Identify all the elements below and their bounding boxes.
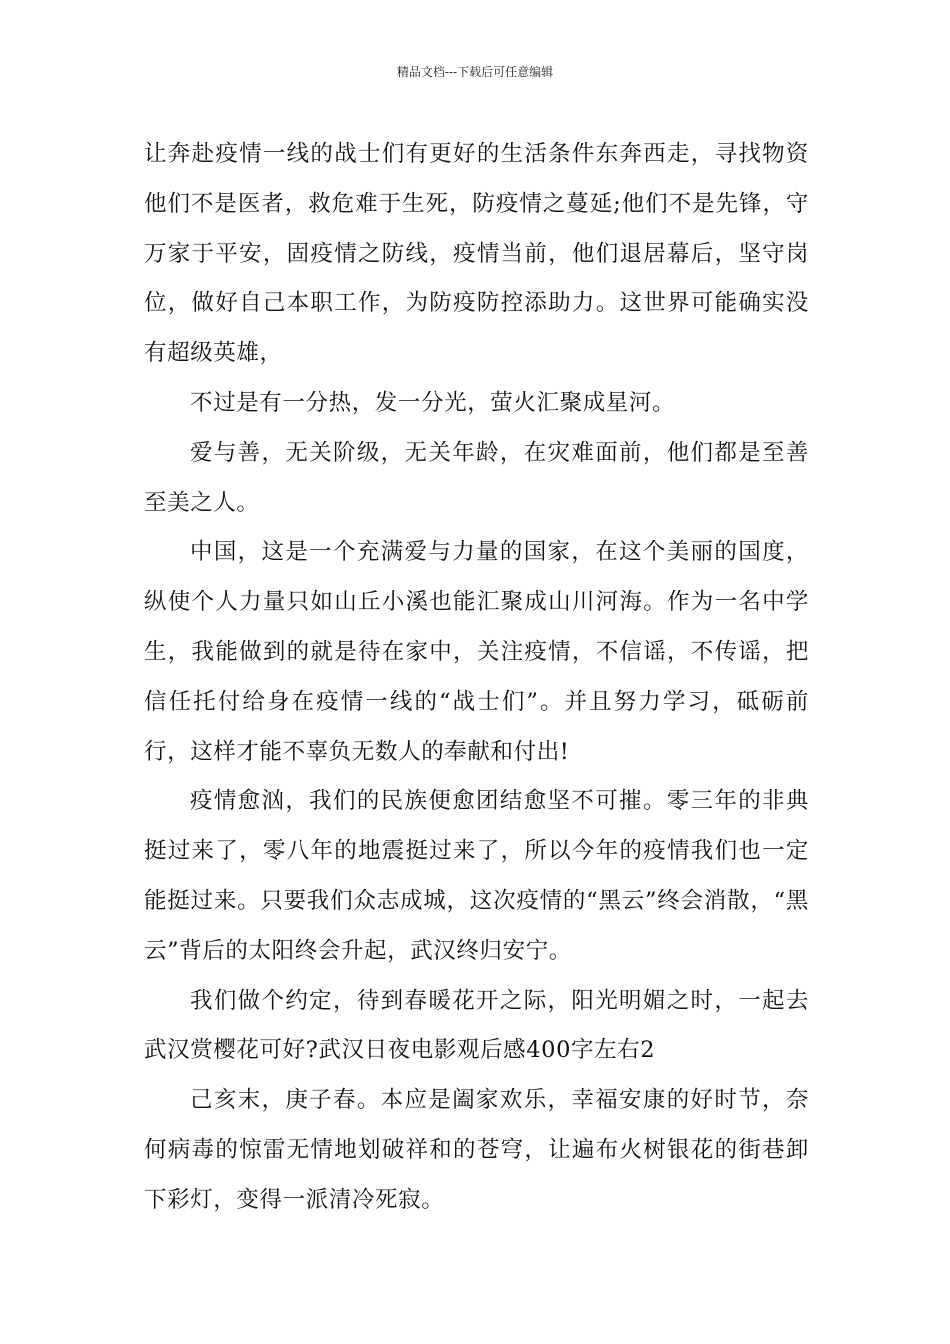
paragraph: 中国，这是一个充满爱与力量的国家，在这个美丽的国度，纵使个人力量只如山丘小溪也能汇聚成山川河海。作为一名中学生，我能做到的就是待在家中，关注疫情，不信谣，不传谣，把信任托付给身在疫情一线的“战士们”。并且努力学习，砥砺前行，这样才能不辜负无数人的奉献和付出! bbox=[144, 539, 809, 765]
page-header: 精品文档---下载后可任意编辑 bbox=[396, 65, 554, 79]
paragraph-continued: 让奔赴疫情一线的战士们有更好的生活条件东奔西走，寻找物资他们不是医者，救危难于生死，防疫情之蔓延;他们不是先锋，守万家于平安，固疫情之防线，疫情当前，他们退居幕后，坚守岗位，做好自己本职工作，为防疫防控添助力。这世界可能确实没有超级英雄， bbox=[144, 141, 809, 367]
paragraph: 不过是有一分热，发一分光，萤火汇聚成星河。 bbox=[190, 389, 676, 416]
paragraph: 疫情愈汹，我们的民族便愈团结愈坚不可摧。零三年的非典挺过来了，零八年的地震挺过来了，所以今年的疫情我们也一定能挺过来。只要我们众志成城，这次疫情的“黑云”终会消散，“黑云”背后的太阳终会升起，武汉终归安宁。 bbox=[144, 788, 809, 964]
paragraph: 爱与善，无关阶级，无关年龄，在灾难面前，他们都是至善至美之人。 bbox=[144, 439, 809, 516]
paragraph: 我们做个约定，待到春暖花开之际，阳光明媚之时，一起去武汉赏樱花可好?武汉日夜电影观后感400字左右2 bbox=[144, 987, 809, 1064]
paragraph: 己亥末，庚子春。本应是阖家欢乐，幸福安康的好时节，奈何病毒的惊雷无情地划破祥和的苍穹，让遍布火树银花的街巷卸下彩灯，变得一派清冷死寂。 bbox=[144, 1087, 809, 1213]
document-body bbox=[144, 130, 809, 1226]
